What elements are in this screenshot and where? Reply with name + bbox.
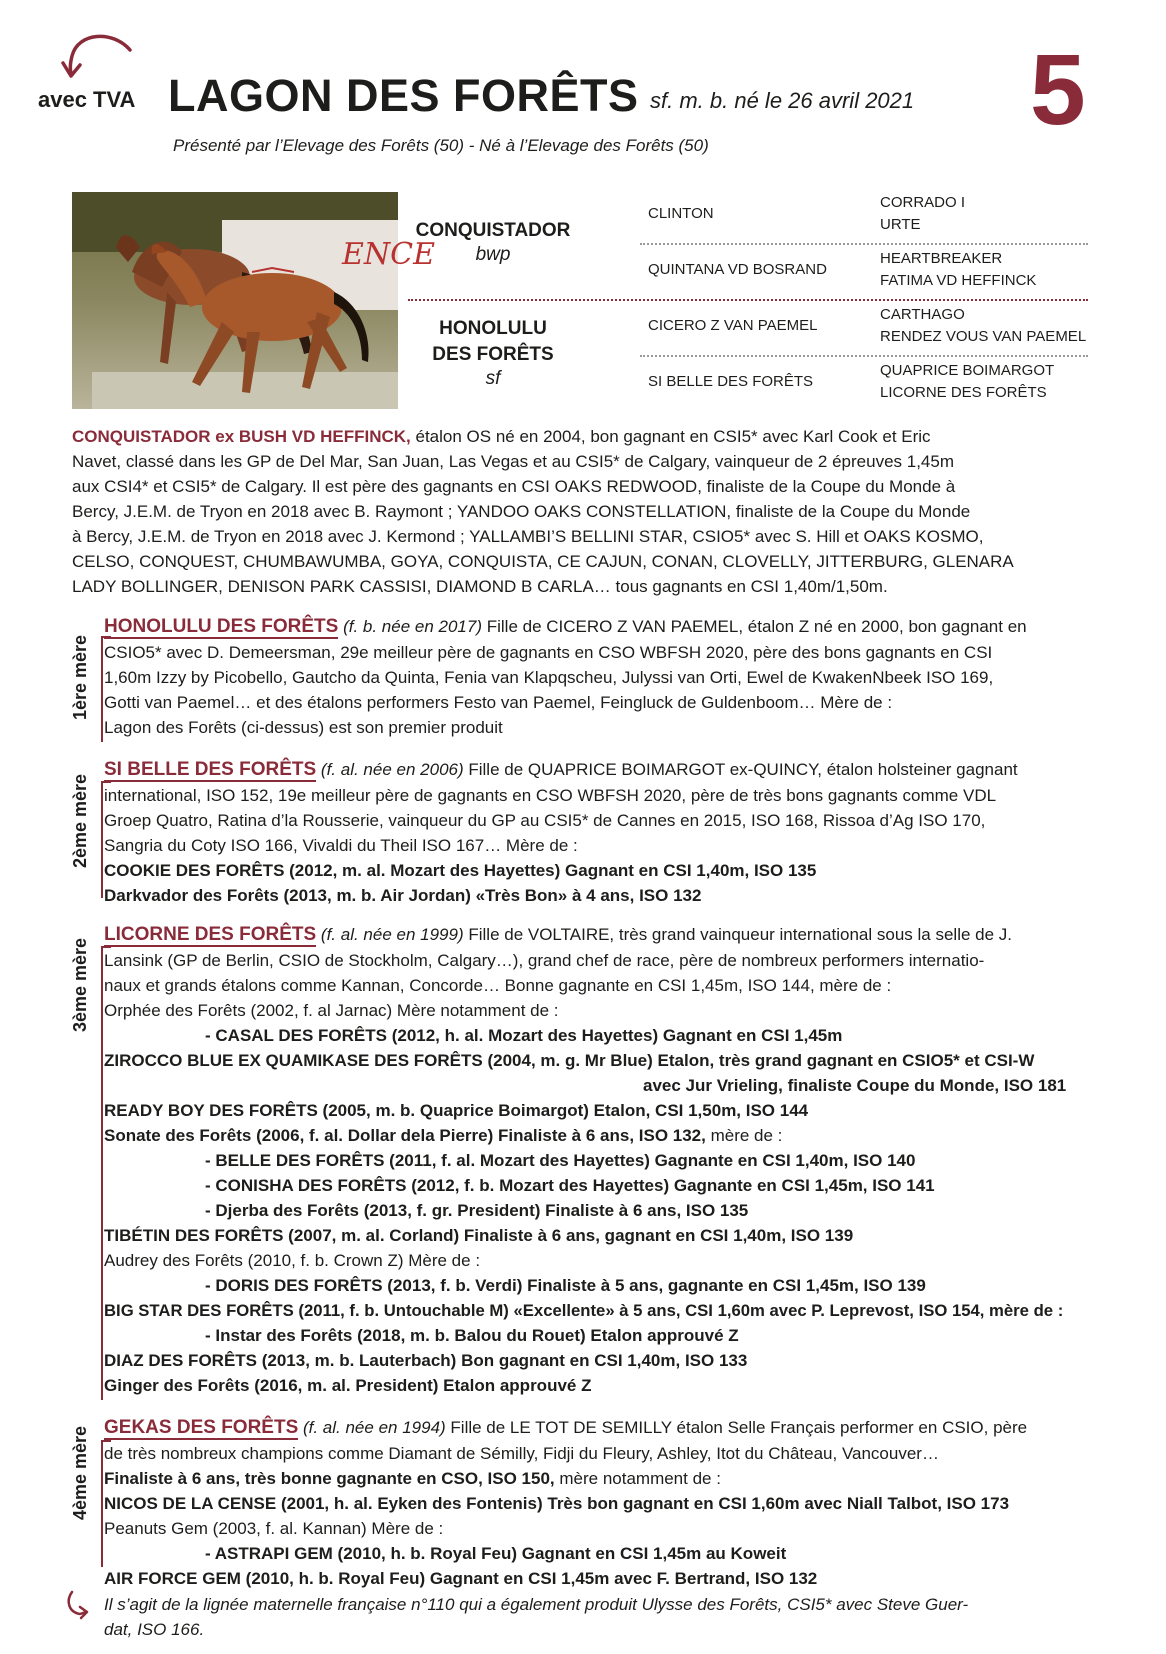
sire-para-line: CELSO, CONQUEST, CHUMBAWUMBA, GOYA, CONQUISTA, CE CAJUN, CONAN, CLOVELLY, JITTERBURG, GLENARA [72, 552, 1014, 571]
dam1-line: CSIO5* avec D. Demeersman, 29e meilleur père de gagnants en CSO WBFSH 2020, père des bons gagnants en CSI [104, 643, 993, 662]
dam2-name: SI BELLE DES FORÊTS [104, 759, 317, 780]
dam4-line: GEKAS DES FORÊTS (f. al. née en 1994) Fille de LE TOT DE SEMILLY étalon Selle Français performer en CSIO, père [104, 1417, 1028, 1438]
dam3-line: Sonate des Forêts (2006, f. al. Dollar dela Pierre) Finaliste à 6 ans, ISO 132, mère de : [104, 1126, 783, 1145]
banner-text: ENCE [342, 237, 436, 272]
pedigree-grandparent: CLINTON [648, 205, 714, 222]
pedigree-great-grandparent: LICORNE DES FORÊTS [880, 384, 1047, 401]
dam4-label: 4ème mère [70, 1425, 90, 1520]
dam3-line: - Djerba des Forêts (2013, f. gr. President) Finaliste à 6 ans, ISO 135 [205, 1201, 749, 1220]
footer-note-line: Il s’agit de la lignée maternelle française n°110 qui a également produit Ulysse des Forêts, CSI5* avec Steve Guer- [104, 1595, 969, 1614]
pedigree-great-grandparent: FATIMA VD HEFFINCK [880, 272, 1037, 289]
dam2-line: SI BELLE DES FORÊTS (f. al. née en 2006) Fille de QUAPRICE BOIMARGOT ex-QUINCY, étalon holsteiner gagnant [104, 759, 1018, 780]
dam3-line: - BELLE DES FORÊTS (2011, f. al. Mozart des Hayettes) Gagnante en CSI 1,40m, ISO 140 [205, 1151, 916, 1170]
pedigree-grandparent: SI BELLE DES FORÊTS [648, 373, 814, 390]
curved-arrow-icon [58, 30, 138, 90]
sire-para-line: à Bercy, J.E.M. de Tryon en 2018 avec J. Kermond ; YALLAMBI’S BELLINI STAR, CSIO5* avec S. Hill et OAKS KOSMO, [72, 527, 984, 546]
pedigree-great-grandparent: HEARTBREAKER [880, 250, 1003, 267]
dam3-line: - Instar des Forêts (2018, m. b. Balou du Rouet) Etalon approuvé Z [205, 1326, 739, 1345]
dam4-line: - ASTRAPI GEM (2010, h. b. Royal Feu) Gagnant en CSI 1,45m au Koweit [205, 1544, 787, 1563]
sire-para-line: aux CSI4* et CSI5* de Calgary. Il est père des gagnants en CSI OAKS REDWOOD, finaliste de la Coupe du Monde à [72, 477, 956, 496]
dam4-line: de très nombreux champions comme Diamant de Sémilly, Fidji du Fleury, Ashley, Itot du Château, Vancouver… [104, 1444, 939, 1463]
dam4-line: NICOS DE LA CENSE (2001, h. al. Eyken des Fontenis) Très bon gagnant en CSI 1,60m avec Niall Talbot, ISO 173 [104, 1494, 1010, 1513]
dam3-line: naux et grands étalons comme Kannan, Concorde… Bonne gagnante en CSI 1,45m, ISO 144, mère de : [104, 976, 892, 995]
dam2-line: international, ISO 152, 19e meilleur père de gagnants en CSO WBFSH 2020, père de très bons gagnants comme VDL [104, 786, 997, 805]
dam4-line: Peanuts Gem (2003, f. al. Kannan) Mère de : [104, 1519, 444, 1538]
dam3-name: LICORNE DES FORÊTS [104, 924, 317, 945]
pedigree-great-grandparent: QUAPRICE BOIMARGOT [880, 362, 1055, 379]
dam2-line: Groep Quatro, Ratina d’la Rousserie, vainqueur du GP au CSI5* de Cannes en 2015, ISO 168, Rissoa d’Ag ISO 170, [104, 811, 986, 830]
pedigree-sire: CONQUISTADOR [415, 220, 571, 241]
dam3-label: 3ème mère [70, 937, 90, 1032]
pedigree-great-grandparent: RENDEZ VOUS VAN PAEMEL [880, 328, 1087, 345]
pedigree-great-grandparent: URTE [880, 216, 921, 233]
vat-label: avec TVA [38, 87, 136, 112]
lot-number: 5 [1030, 34, 1086, 146]
presented-by: Présenté par l’Elevage des Forêts (50) - Né à l’Elevage des Forêts (50) [173, 136, 709, 155]
pedigree-divider [640, 355, 1088, 357]
dam3-line: Audrey des Forêts (2010, f. b. Crown Z) Mère de : [104, 1251, 481, 1270]
pedigree-great-grandparent: CARTHAGO [880, 306, 965, 323]
dam2-line: COOKIE DES FORÊTS (2012, m. al. Mozart des Hayettes) Gagnant en CSI 1,40m, ISO 135 [104, 861, 817, 880]
dam4-name: GEKAS DES FORÊTS [104, 1417, 299, 1438]
pedigree-dam-line2: DES FORÊTS [432, 344, 554, 365]
sire-name: CONQUISTADOR ex BUSH VD HEFFINCK, [72, 427, 411, 446]
dam1-label: 1ère mère [70, 634, 90, 720]
curved-arrow-icon [64, 1590, 92, 1620]
sire-para-line: Navet, classé dans les GP de Del Mar, San Juan, Las Vegas et au CSI5* de Calgary, vainqueur de 2 épreuves 1,45m [72, 452, 954, 471]
pedigree-dam-breed: sf [485, 368, 501, 389]
horse-subtitle: sf. m. b. né le 26 avril 2021 [650, 88, 915, 113]
dam3-line: READY BOY DES FORÊTS (2005, m. b. Quaprice Boimargot) Etalon, CSI 1,50m, ISO 144 [104, 1101, 809, 1120]
pedigree-dam-line1: HONOLULU [439, 318, 547, 339]
horse-photo [72, 192, 436, 409]
dam1-name: HONOLULU DES FORÊTS [104, 616, 339, 637]
dam1-line: Gotti van Paemel… et des étalons performers Festo van Paemel, Feingluck de Guldenboom… Mère de : [104, 693, 893, 712]
dam4-line: AIR FORCE GEM (2010, h. b. Royal Feu) Gagnant en CSI 1,45m avec F. Bertrand, ISO 132 [104, 1569, 818, 1588]
pedigree-sire-breed: bwp [475, 244, 511, 265]
dam3-line: Orphée des Forêts (2002, f. al Jarnac) Mère notamment de : [104, 1001, 559, 1020]
pedigree-grandparent: CICERO Z VAN PAEMEL [648, 317, 818, 334]
dam3-line: ZIROCCO BLUE EX QUAMIKASE DES FORÊTS (2004, m. g. Mr Blue) Etalon, très grand gagnant en CSIO5* et CSI-W [104, 1051, 1035, 1070]
sire-para-line: CONQUISTADOR ex BUSH VD HEFFINCK, étalon OS né en 2004, bon gagnant en CSI5* avec Karl Cook et Eric [72, 427, 931, 446]
dam1-line: Lagon des Forêts (ci-dessus) est son premier produit [104, 718, 503, 737]
dam3-line: TIBÉTIN DES FORÊTS (2007, m. al. Corland) Finaliste à 6 ans, gagnant en CSI 1,40m, ISO 139 [104, 1226, 854, 1245]
dam1-line: HONOLULU DES FORÊTS (f. b. née en 2017) Fille de CICERO Z VAN PAEMEL, étalon Z né en 2000, bon gagnant en [104, 616, 1027, 637]
dam3-line: avec Jur Vrieling, finaliste Coupe du Monde, ISO 181 [643, 1076, 1067, 1095]
pedigree-grandparent: QUINTANA VD BOSRAND [648, 261, 827, 278]
dam3-line: Lansink (GP de Berlin, CSIO de Stockholm, Calgary…), grand chef de race, père de nombreux performers internatio- [104, 951, 985, 970]
sire-para-line: LADY BOLLINGER, DENISON PARK CASSISI, DIAMOND B CARLA… tous gagnants en CSI 1,40m/1,50m. [72, 577, 888, 596]
dam3-line: - CONISHA DES FORÊTS (2012, f. b. Mozart des Hayettes) Gagnante en CSI 1,45m, ISO 141 [205, 1176, 935, 1195]
dam3-line: - DORIS DES FORÊTS (2013, f. b. Verdi) Finaliste à 5 ans, gagnante en CSI 1,45m, ISO 139 [205, 1276, 926, 1295]
pedigree-great-grandparent: CORRADO I [880, 194, 966, 211]
pedigree-divider-main [408, 299, 1088, 301]
page-title: LAGON DES FORÊTS [168, 70, 639, 121]
footer-note-line: dat, ISO 166. [104, 1620, 205, 1639]
dam2-line: Sangria du Coty ISO 166, Vivaldi du Theil ISO 167… Mère de : [104, 836, 578, 855]
pedigree-divider [640, 243, 1088, 245]
dam3-line: LICORNE DES FORÊTS (f. al. née en 1999) Fille de VOLTAIRE, très grand vainqueur international sous la selle de J. [104, 924, 1012, 945]
dam3-line: Ginger des Forêts (2016, m. al. President) Etalon approuvé Z [104, 1376, 592, 1395]
dam2-line: Darkvador des Forêts (2013, m. b. Air Jordan) «Très Bon» à 4 ans, ISO 132 [104, 886, 702, 905]
dam3-line: - CASAL DES FORÊTS (2012, h. al. Mozart des Hayettes) Gagnant en CSI 1,45m [205, 1026, 843, 1045]
dam4-line: Finaliste à 6 ans, très bonne gagnante en CSO, ISO 150, mère notamment de : [104, 1469, 721, 1488]
sire-para-line: Bercy, J.E.M. de Tryon en 2018 avec B. Raymont ; YANDOO OAKS CONSTELLATION, finaliste de la Coupe du Monde [72, 502, 971, 521]
dam3-line: BIG STAR DES FORÊTS (2011, f. b. Untouchable M) «Excellente» à 5 ans, CSI 1,60m avec P. Leprevost, ISO 154, mère de : [104, 1301, 1064, 1320]
dam1-line: 1,60m Izzy by Picobello, Gautcho da Quinta, Fenia van Klapqscheu, Julyssi van Orti, Ewel de KwakenNbeek ISO 169, [104, 668, 994, 687]
dam2-label: 2ème mère [70, 773, 90, 868]
dam3-line: DIAZ DES FORÊTS (2013, m. b. Lauterbach) Bon gagnant en CSI 1,40m, ISO 133 [104, 1351, 748, 1370]
